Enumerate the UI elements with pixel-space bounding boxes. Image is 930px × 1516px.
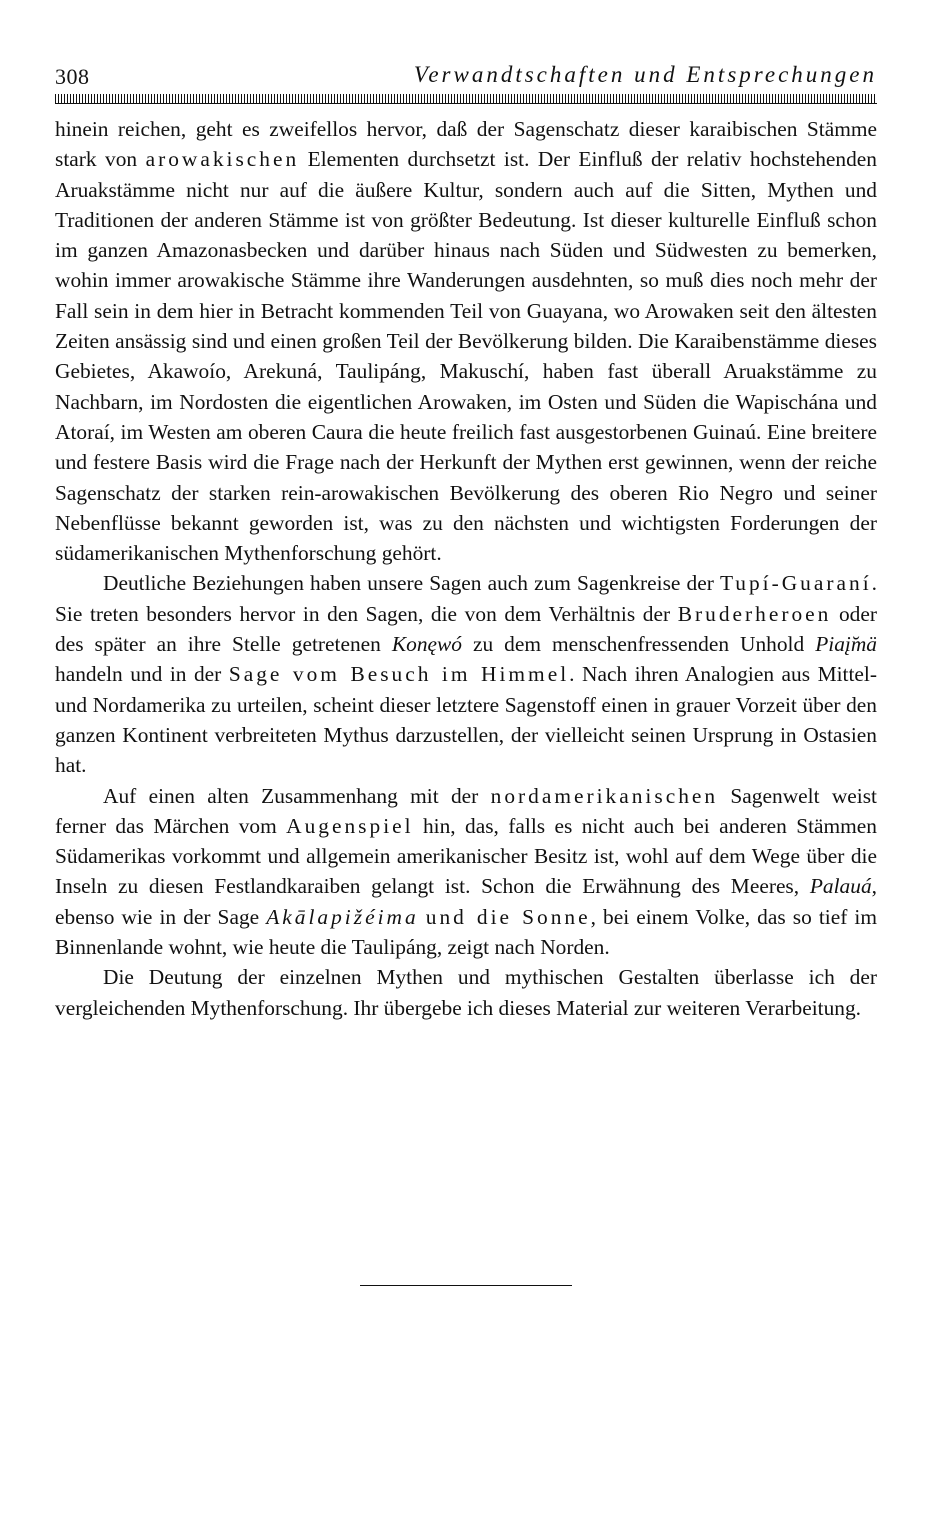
p1-text-c: Elementen durchsetzt ist. Der Einfluß der relativ hochstehenden Aruakstämme nicht nur auf die äußere Kultur, sondern auch auf die Sitten, Mythen und Traditionen der anderen Stämme ist von größter Bedeutung. Ist dieser kulturelle Einfluß schon im ganzen Amazonasbecken und darüber hinaus nach Süden und Südwesten zu bemerken, wohin immer arowakische Stämme ihre Wanderungen ausdehnten, so muß dies noch mehr der Fall sein in dem hier in Betracht kommenden Teil von Guayana, wo Arowaken seit den ältesten Zeiten ansässig sind und einen großen Teil der Bevölkerung bilden. Die Karaibenstämme dieses Gebietes, Akawoío, Arekuná, Taulipáng, Makuschí, haben fast überall Aruakstämme zu Nachbarn, im Nordosten die eigentlichen Arowaken, im Osten und Süden die Wapischána und Atoraí, im Westen am oberen Caura die heute freilich fast ausgestorbenen Guinaú. Eine breitere und festere Basis wird die Frage nach der Herkunft der Mythen erst gewinnen, wenn der reiche Sagenschatz der starken rein-arowakischen Bevölkerung des oberen Rio Negro und seiner Nebenflüsse bekannt geworden ist, was zu den nächsten und wichtigsten Forderungen der südamerikanischen Mythenforschung gehört. [55,147,877,566]
p2-emphasis-bruderheroen: Bruderheroen [677,601,832,626]
p3-text-e: hin, das, falls es nicht auch bei anderen Stämmen Südamerikas vorkommt und allgemein amerikanischer Besitz ist, wohl auf dem Wege über die Inseln zu diesen Festlandkaraiben gelangt ist. Schon die Erwähnung des Meeres, [55,813,877,899]
running-head [55,62,877,92]
p2-text-g: zu dem menschenfressenden Unhold [461,632,816,657]
p2-italic-konewo: Konęwó [391,632,462,657]
p3-text-k: , bei einem Volke, das so tief im Binnenlande wohnt, wie heute die Taulipáng, zeigt nach Norden. [55,904,878,960]
p3-emphasis-nordamerikanischen: nordamerikanischen [490,783,719,808]
body-text [55,114,877,1023]
paragraph-4: Die Deutung der einzelnen Mythen und mythischen Gestalten überlasse ich der vergleichenden Mythenforschung. Ihr übergebe ich dieses Material zur weiteren Verarbeitung. [55,965,877,1020]
header-rule [55,94,877,104]
p3-emphasis-sonne: und die Sonne [425,904,591,929]
p3-text-c: Sagenwelt weist ferner das Märchen vom [55,783,878,838]
p2-text-i: handeln und in der [55,662,229,687]
p2-text-c: . Sie treten besonders hervor in den Sagen, die von dem Verhältnis der [55,571,877,626]
p3-emphasis-augenspiel: Augenspiel [286,813,414,838]
p2-emphasis-tupi: Tupí-Guaraní [719,571,872,596]
end-rule [360,1285,572,1286]
book-page [55,62,877,1023]
p1-text-a: hinein reichen, geht es zweifellos hervor, daß der Sagenschatz dieser karaibischen Stämme stark von [55,117,877,172]
p2-italic-piaima: Piaį̆mä [815,632,877,657]
p1-emphasis: arowakischen [145,147,300,172]
paragraph-1 [55,114,877,568]
p2-emphasis-sage: Sage vom Besuch im Himmel [228,662,570,687]
page-number: 308 [55,64,90,89]
p3-italic-palaua: Palauá [809,874,872,899]
p2-text-k: . Nach ihren Analogien aus Mittel- und Nordamerika zu urteilen, scheint dieser letztere Sagenstoff einen in grauer Vorzeit über den ganzen Kontinent verbreiteten Mythus darzustellen, der vielleicht seinen Ursprung in Ostasien hat. [55,662,877,778]
running-title: Verwandtschaften und Entsprechungen [413,62,877,87]
p2-text-e: oder des später an ihre Stelle getretenen [55,601,877,657]
p3-text-a: Auf einen alten Zusammenhang mit der [103,783,491,808]
paragraph-3 [55,781,877,963]
p3-text-g: , ebenso wie in der Sage [55,874,877,929]
paragraph-2 [55,568,877,780]
p2-text-a: Deutliche Beziehungen haben unsere Sagen auch zum Sagenkreise der [103,571,720,596]
p3-text-i [419,905,426,929]
p3-italic-akalapizeima: Akālapižéima [266,904,419,929]
